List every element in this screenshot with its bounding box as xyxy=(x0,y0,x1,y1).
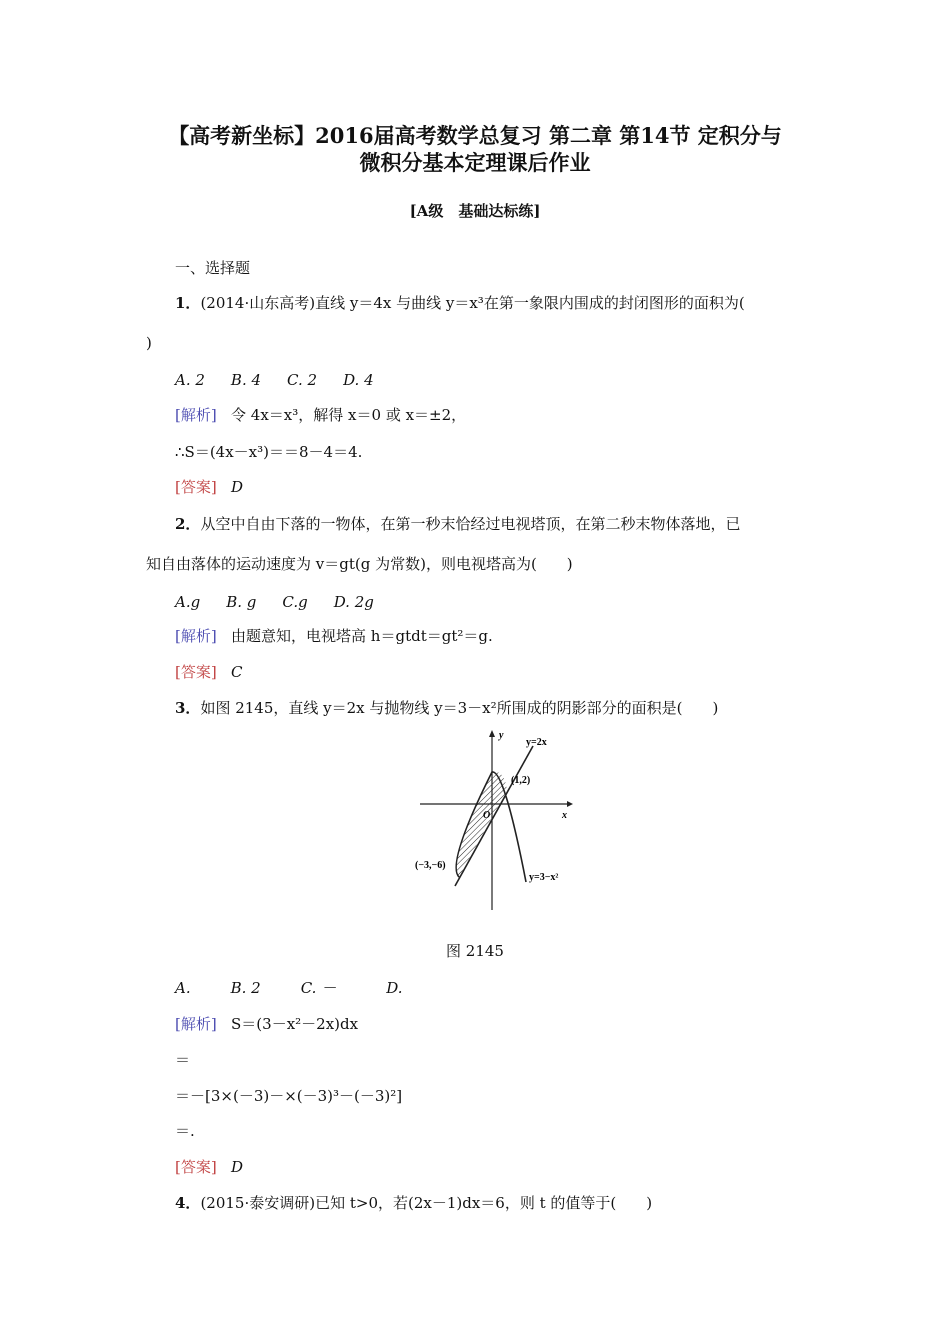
analysis-label: [解析] xyxy=(175,406,217,424)
option-b: B. 4 xyxy=(230,371,262,389)
option-c: C. － xyxy=(300,979,337,997)
answer-label: [答案] xyxy=(175,1158,217,1176)
answer-label: [答案] xyxy=(175,663,217,681)
question-1 xyxy=(175,293,745,313)
y-axis-arrow-icon xyxy=(489,730,495,737)
x-axis-arrow-icon xyxy=(567,801,573,807)
analysis-text-2: ＝ xyxy=(175,1051,191,1069)
question-1-cont: ) xyxy=(146,334,152,352)
analysis-label: [解析] xyxy=(175,627,217,645)
option-d: D. 4 xyxy=(343,371,374,389)
y-axis-label: y xyxy=(499,730,504,741)
option-c: C.g xyxy=(282,593,308,611)
figure-caption: 图 2145 xyxy=(446,942,504,960)
question-2-analysis xyxy=(175,626,493,646)
option-a: A. 2 xyxy=(175,371,205,389)
question-4-number: 4． xyxy=(175,1194,201,1212)
parabola-label: y=3−x² xyxy=(529,872,559,883)
analysis-text-1: 令 4x＝x³，解得 x＝0 或 x＝±2， xyxy=(231,406,467,424)
answer-value: D xyxy=(231,1158,244,1176)
x-axis-label: x xyxy=(562,810,567,821)
option-d: D. xyxy=(386,979,403,997)
question-1-options xyxy=(175,370,400,390)
question-2-text: 从空中自由下落的一物体，在第一秒末恰经过电视塔顶，在第二秒末物体落地，已 xyxy=(200,515,741,533)
question-1-number: 1． xyxy=(175,294,201,312)
option-a: A.g xyxy=(175,593,201,611)
question-2-cont: 知自由落体的运动速度为 v＝gt(g 为常数)，则电视塔高为( ) xyxy=(146,555,573,573)
question-1-analysis xyxy=(175,405,466,425)
question-2-answer xyxy=(175,662,243,682)
title-line-1: 【高考新坐标】2016届高考数学总复习 第二章 第14节 定积分与 xyxy=(168,123,782,148)
line-label: y=2x xyxy=(526,737,547,748)
answer-value: D xyxy=(231,478,244,496)
question-3-options xyxy=(175,978,428,998)
line-y-2x xyxy=(455,746,533,886)
analysis-text-4: ＝. xyxy=(175,1122,195,1140)
option-b: B. 2 xyxy=(230,979,261,997)
question-3-text: 如图 2145，直线 y＝2x 与抛物线 y＝3－x²所围成的阴影部分的面积是( ) xyxy=(200,699,719,717)
origin-label: O xyxy=(483,810,491,821)
section-heading: 一、选择题 xyxy=(175,259,251,277)
option-d: D. 2g xyxy=(333,593,374,611)
question-2 xyxy=(175,514,740,534)
option-b: B. g xyxy=(226,593,257,611)
point-1-2-label: (1,2) xyxy=(511,775,531,786)
question-4-text: (2015·泰安调研)已知 t>0，若(2x－1)dx＝6，则 t 的值等于( ) xyxy=(200,1194,653,1212)
point-neg3-neg6-label: (−3,−6) xyxy=(415,860,446,871)
question-2-options xyxy=(175,592,400,612)
question-2-number: 2． xyxy=(175,515,201,533)
document-title xyxy=(120,122,830,176)
analysis-text-1: 由题意知，电视塔高 h＝gtdt＝gt²＝g. xyxy=(231,627,493,645)
question-3-answer xyxy=(175,1157,243,1177)
shaded-region xyxy=(456,772,507,877)
analysis-text-3: ＝－[3×(－3)－×(－3)³－(－3)²] xyxy=(175,1087,403,1105)
question-3-number: 3． xyxy=(175,699,201,717)
analysis-label: [解析] xyxy=(175,1015,217,1033)
answer-value: C xyxy=(231,663,243,681)
level-heading: [A级 基础达标练] xyxy=(409,202,541,220)
question-3-analysis xyxy=(175,1014,358,1034)
question-4 xyxy=(175,1193,652,1213)
analysis-text-2: ∴S＝(4x－x³)＝＝8－4＝4. xyxy=(175,443,363,461)
option-a: A. xyxy=(175,979,191,997)
answer-label: [答案] xyxy=(175,478,217,496)
question-1-answer xyxy=(175,477,243,497)
title-line-2: 微积分基本定理课后作业 xyxy=(359,150,591,175)
question-1-text: (2014·山东高考)直线 y＝4x 与曲线 y＝x³在第一象限内围成的封闭图形的面积为( xyxy=(200,294,745,312)
analysis-text-1: S＝(3－x²－2x)dx xyxy=(231,1015,359,1033)
question-3 xyxy=(175,698,718,718)
option-c: C. 2 xyxy=(287,371,318,389)
figure-2145 xyxy=(405,724,580,914)
